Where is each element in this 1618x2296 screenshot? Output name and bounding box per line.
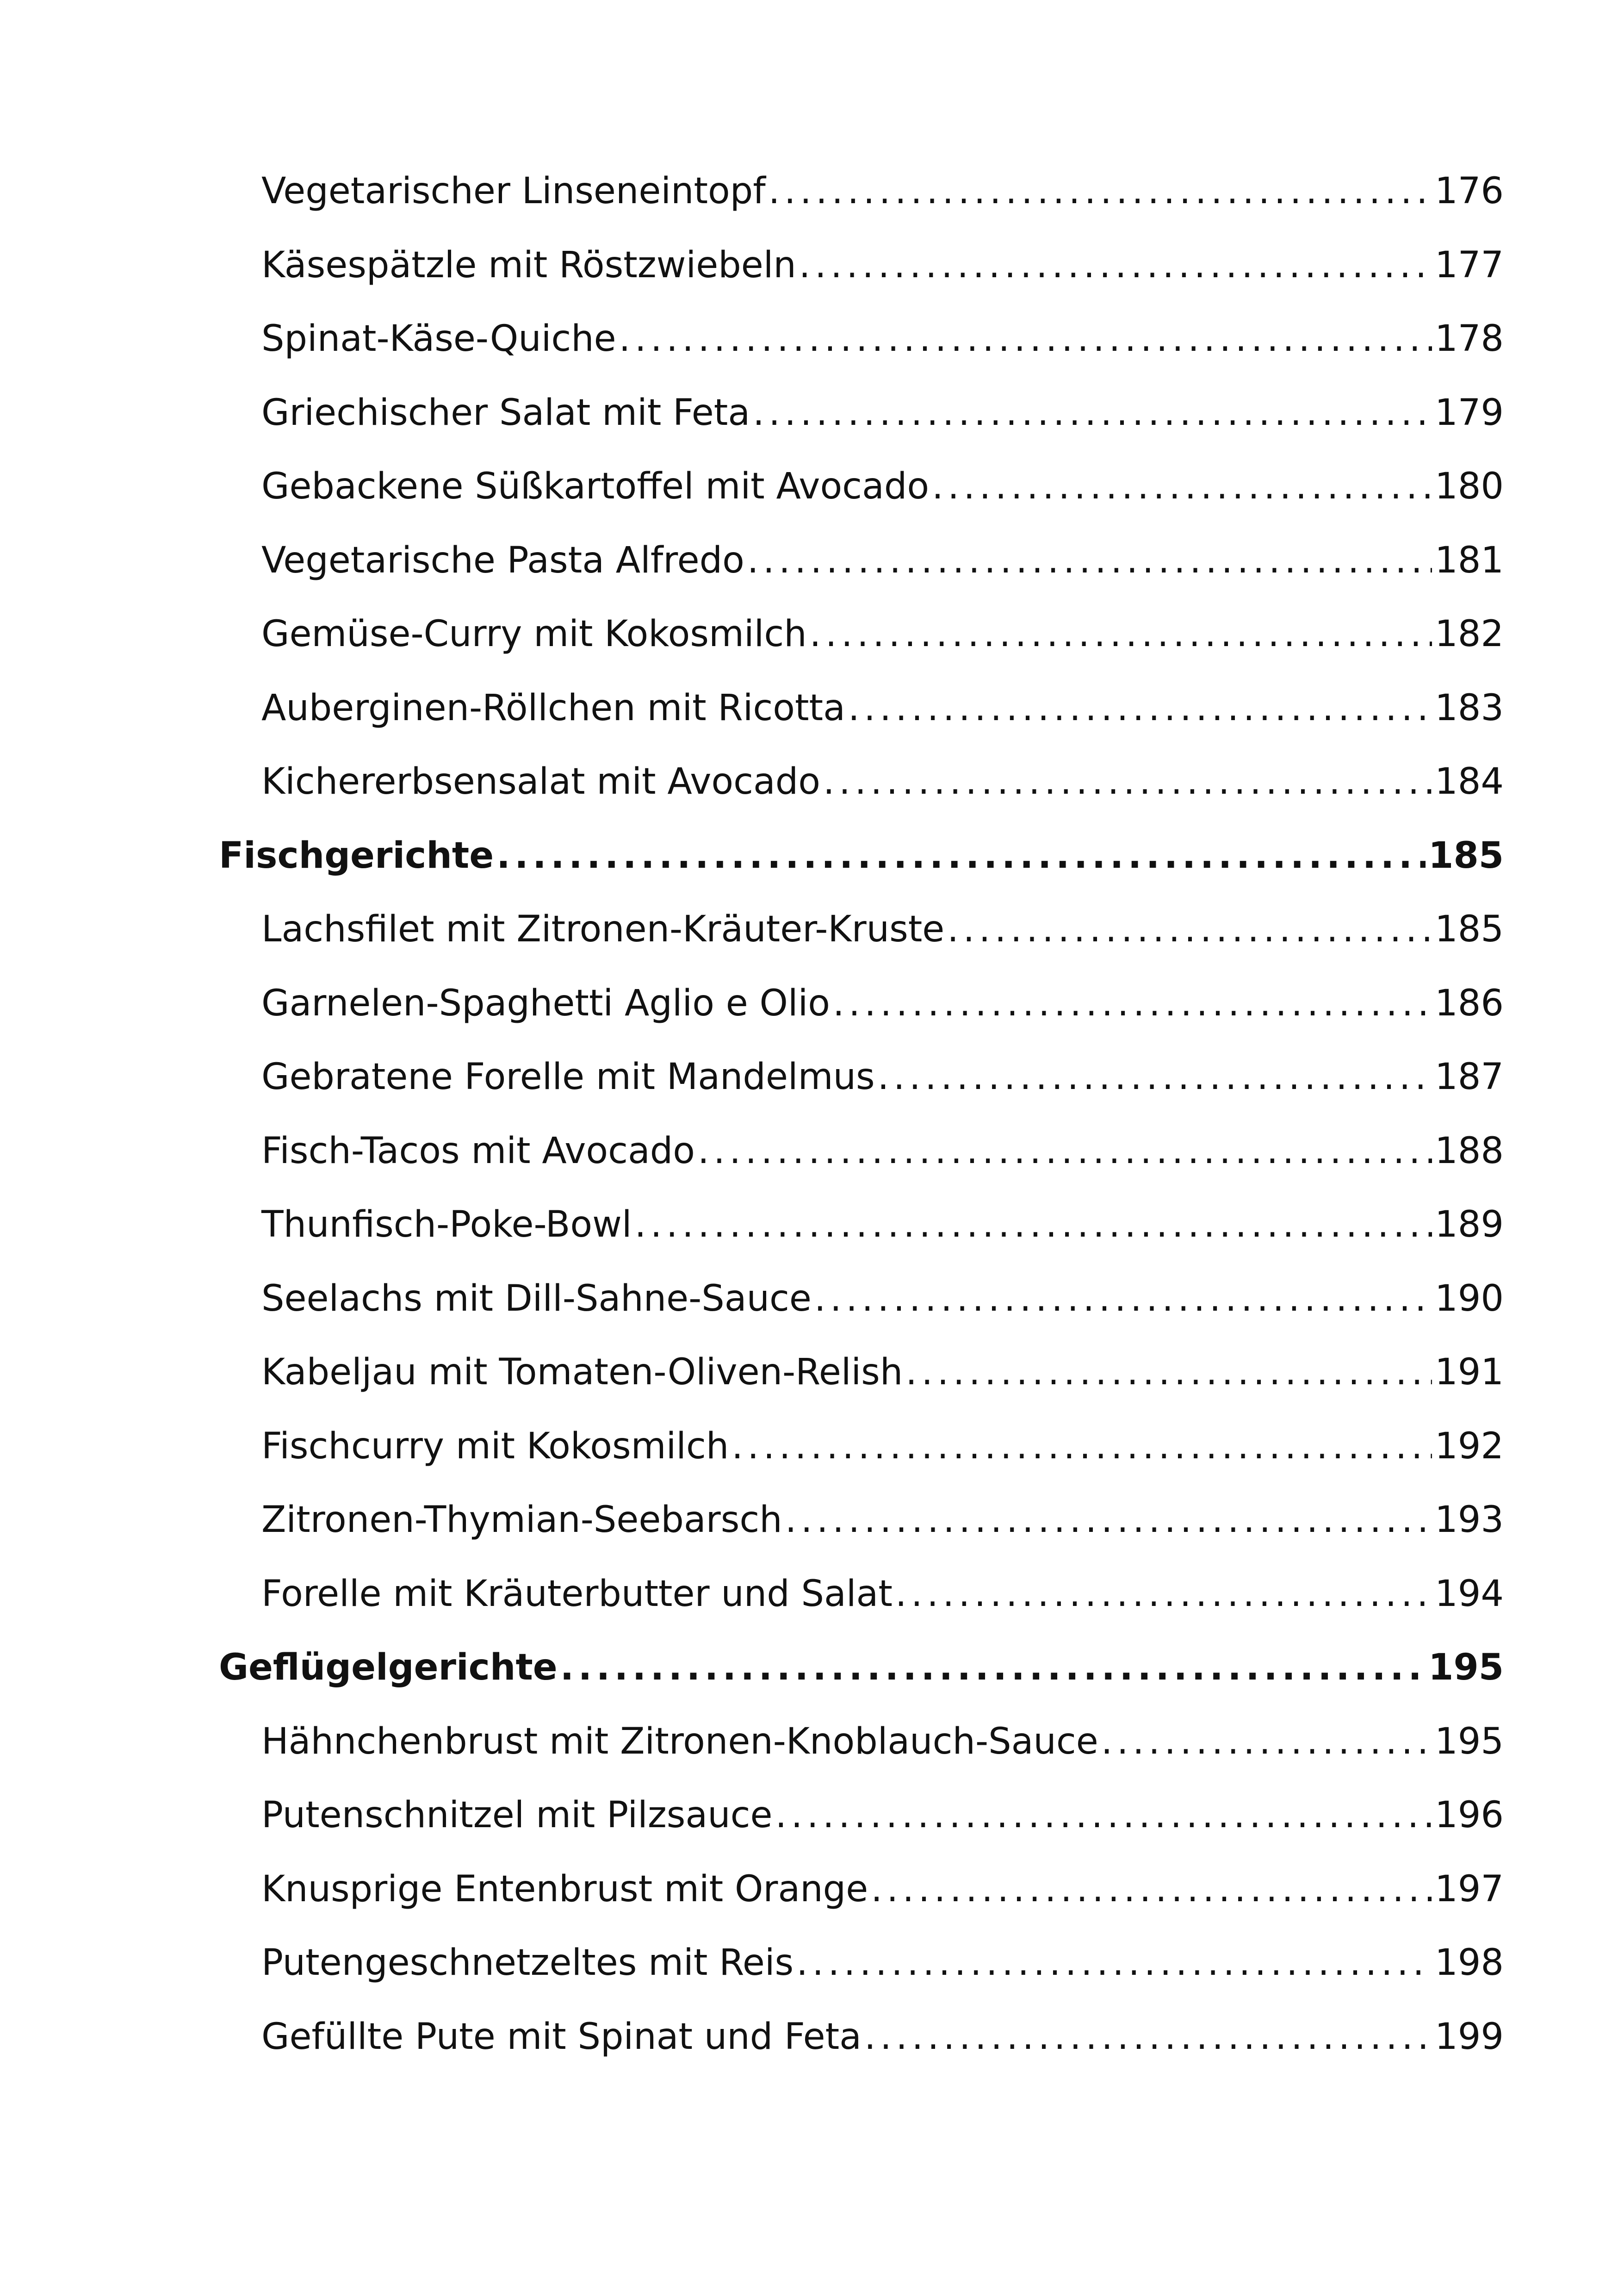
toc-entry[interactable] [261,313,1504,364]
toc-entry-title: Forelle mit Kräuterbutter und Salat [261,1573,893,1615]
toc-leader-dots [785,1494,1432,1545]
toc-leader-dots [947,904,1432,955]
toc-entry-title: Gebackene Süßkartoffel mit Avocado [261,466,930,507]
toc-entry-title: Gemüse-Curry mit Kokosmilch [261,613,807,655]
toc-leader-dots [753,387,1432,438]
toc-leader-dots [560,1642,1426,1693]
toc-entry-page: 198 [1435,1942,1504,1984]
toc-entry-title: Gebratene Forelle mit Mandelmus [261,1056,875,1098]
toc-entry-page: 178 [1435,318,1504,360]
toc-entry-title: Lachsfilet mit Zitronen-Kräuter-Kruste [261,908,945,950]
toc-section-title: Fischgerichte [219,835,494,877]
toc-entry-page: 197 [1435,1868,1504,1910]
toc-entry-title: Fischcurry mit Kokosmilch [261,1425,729,1467]
toc-entry[interactable] [261,756,1504,807]
toc-entry[interactable] [261,1126,1504,1176]
toc-entry-page: 191 [1435,1351,1504,1393]
toc-entry[interactable] [261,1347,1504,1398]
toc-entry-title: Spinat-Käse-Quiche [261,318,616,360]
toc-entry[interactable] [261,978,1504,1029]
toc-entry-page: 193 [1435,1499,1504,1541]
toc-entry-title: Zitronen-Thymian-Seebarsch [261,1499,782,1541]
toc-entry[interactable] [261,1421,1504,1472]
toc-entry[interactable] [261,1937,1504,1988]
toc-leader-dots [895,1568,1432,1619]
toc-entry-page: 183 [1435,687,1504,729]
toc-entry-title: Kabeljau mit Tomaten-Oliven-Relish [261,1351,903,1393]
toc-entry[interactable] [261,1864,1504,1915]
toc-section-page: 185 [1428,835,1504,877]
toc-entry-page: 181 [1435,540,1504,581]
toc-entry-title: Auberginen-Röllchen mit Ricotta [261,687,845,729]
toc-leader-dots [1101,1716,1432,1767]
toc-entry[interactable] [261,1199,1504,1250]
toc-entry[interactable] [261,1790,1504,1841]
toc-entry[interactable] [261,683,1504,734]
toc-entry[interactable] [261,1273,1504,1324]
toc-entry-title: Fisch-Tacos mit Avocado [261,1130,695,1172]
toc-section[interactable] [219,1642,1504,1693]
toc-entry[interactable] [261,535,1504,586]
toc-leader-dots [496,830,1426,881]
toc-entry-page: 192 [1435,1425,1504,1467]
toc-entry-title: Garnelen-Spaghetti Aglio e Olio [261,983,830,1024]
toc-entry-title: Putengeschnetzeltes mit Reis [261,1942,794,1984]
toc-entry[interactable] [261,609,1504,660]
toc-leader-dots [871,1864,1432,1915]
toc-entry-title: Vegetarische Pasta Alfredo [261,540,744,581]
toc-leader-dots [878,1052,1432,1102]
toc-entry[interactable] [261,2011,1504,2062]
toc-entry-page: 185 [1435,908,1504,950]
toc-entry-title: Seelachs mit Dill-Sahne-Sauce [261,1278,812,1319]
toc-leader-dots [769,166,1432,217]
toc-entry[interactable] [261,1716,1504,1767]
toc-entry-page: 176 [1435,170,1504,212]
toc-leader-dots [732,1421,1432,1472]
toc-leader-dots [799,240,1432,291]
toc-entry-title: Thunfisch-Poke-Bowl [261,1204,632,1245]
toc-entry-title: Griechischer Salat mit Feta [261,392,750,434]
toc-leader-dots [698,1126,1432,1176]
toc-entry-page: 194 [1435,1573,1504,1615]
toc-section-title: Geflügelgerichte [219,1647,558,1688]
toc-entry[interactable] [261,904,1504,955]
toc-entry[interactable] [261,166,1504,217]
toc-entry-title: Käsespätzle mit Röstzwiebeln [261,244,796,286]
toc-leader-dots [814,1273,1432,1324]
toc-entry-title: Putenschnitzel mit Pilzsauce [261,1794,773,1836]
toc-leader-dots [833,978,1432,1029]
toc-leader-dots [775,1790,1432,1841]
toc-leader-dots [932,461,1432,512]
toc-entry-title: Vegetarischer Linseneintopf [261,170,766,212]
toc-entry-title: Knusprige Entenbrust mit Orange [261,1868,868,1910]
toc-entry[interactable] [261,387,1504,438]
toc-entry[interactable] [261,461,1504,512]
toc-leader-dots [864,2011,1432,2062]
toc-leader-dots [747,535,1432,586]
toc-entry-page: 184 [1435,761,1504,803]
toc-entry[interactable] [261,1494,1504,1545]
toc-entry-page: 186 [1435,983,1504,1024]
toc-leader-dots [905,1347,1432,1398]
toc-entry[interactable] [261,1052,1504,1102]
toc-leader-dots [619,313,1432,364]
toc-entry-page: 196 [1435,1794,1504,1836]
toc-entry-page: 177 [1435,244,1504,286]
toc-leader-dots [848,683,1432,734]
toc-entry-title: Hähnchenbrust mit Zitronen-Knoblauch-Sauce [261,1721,1098,1762]
toc-entry-page: 188 [1435,1130,1504,1172]
toc-entry-title: Kichererbsensalat mit Avocado [261,761,821,803]
toc-entry-page: 179 [1435,392,1504,434]
toc-leader-dots [796,1937,1432,1988]
toc-entry-page: 182 [1435,613,1504,655]
toc-entry[interactable] [261,1568,1504,1619]
toc-section[interactable] [219,830,1504,881]
toc-leader-dots [635,1199,1432,1250]
toc-entry-page: 199 [1435,2016,1504,2058]
toc-entry-page: 190 [1435,1278,1504,1319]
toc-entry[interactable] [261,240,1504,291]
toc-entry-title: Gefüllte Pute mit Spinat und Feta [261,2016,862,2058]
toc-entry-page: 189 [1435,1204,1504,1245]
toc-leader-dots [823,756,1432,807]
toc-entry-page: 180 [1435,466,1504,507]
toc-entry-page: 187 [1435,1056,1504,1098]
toc-entry-page: 195 [1435,1721,1504,1762]
toc-section-page: 195 [1428,1647,1504,1688]
toc-leader-dots [810,609,1432,660]
